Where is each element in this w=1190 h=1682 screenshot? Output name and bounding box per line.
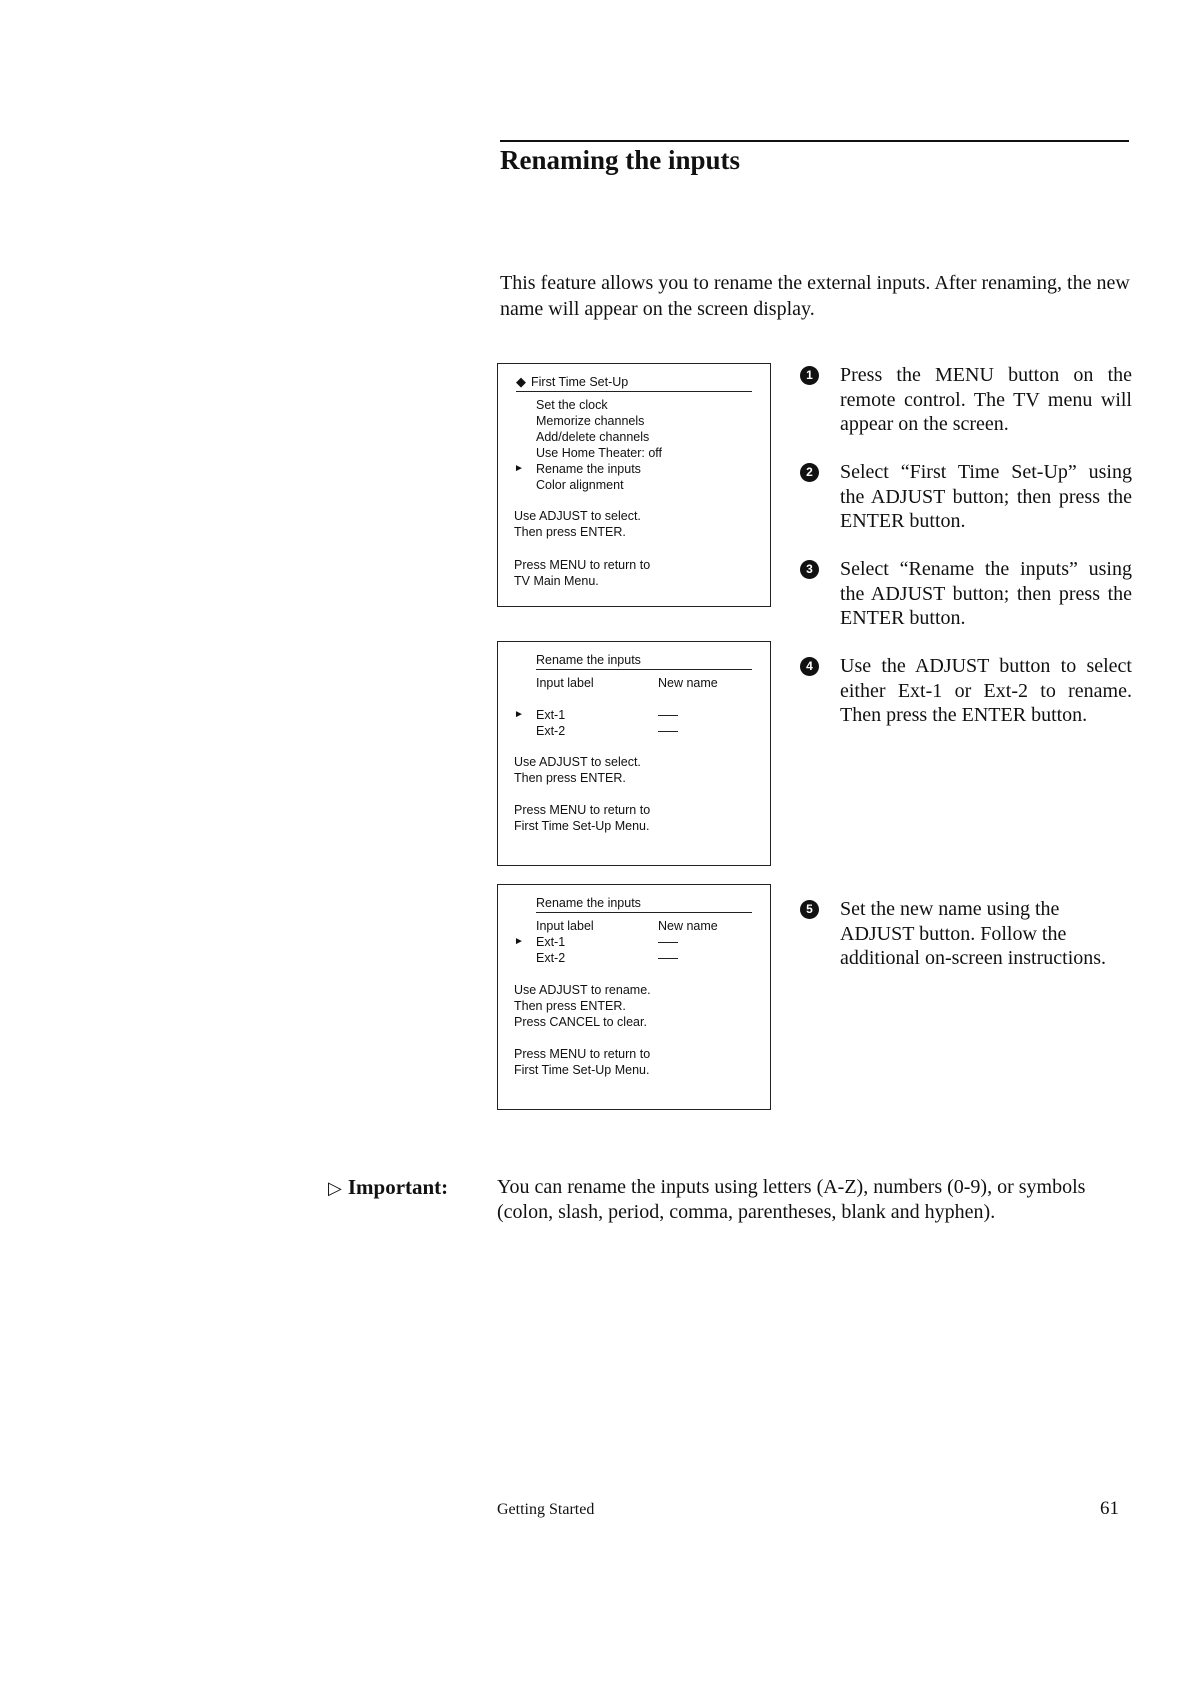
osd-column-headers: [536, 675, 752, 691]
step-text: Select “First Time Set-Up” using the ADJUST button; then press the ENTER button.: [840, 461, 1132, 532]
osd-rename-edit: [497, 884, 771, 1110]
step-number-icon: 2: [800, 463, 819, 482]
osd-menu-item: Memorize channels: [536, 414, 645, 428]
osd-instruction-line: First Time Set-Up Menu.: [514, 819, 650, 833]
input-label: Ext-2: [536, 951, 566, 965]
osd-header-label: First Time Set-Up: [531, 375, 629, 389]
input-label: Ext-2: [536, 724, 566, 738]
osd-menu-item-label: Rename the inputs: [536, 462, 641, 476]
osd-instruction-line: Then press ENTER.: [514, 771, 626, 785]
section-rule: [500, 140, 1129, 142]
empty-name-dash: [658, 731, 678, 732]
col-new-name: New name: [658, 676, 718, 690]
pointer-arrow-icon: ►: [514, 709, 524, 720]
footer-section: Getting Started: [497, 1501, 595, 1518]
osd-input-list: [514, 934, 752, 966]
step-text: Use the ADJUST button to select either Ext-1 or Ext-2 to rename. Then press the ENTER button.: [840, 655, 1132, 726]
step-text: Press the MENU button on the remote control. The TV menu will appear on the screen.: [840, 364, 1132, 435]
important-label: [328, 1175, 448, 1200]
osd-instruction-line: TV Main Menu.: [514, 574, 599, 588]
step-number-icon: 1: [800, 366, 819, 385]
input-label: Ext-1: [536, 935, 566, 949]
important-label-text: Important:: [347, 1175, 449, 1199]
empty-name-dash: [658, 942, 678, 943]
step-4: [800, 654, 1132, 728]
osd-instruction-line: Then press ENTER.: [514, 999, 626, 1013]
osd-header: Rename the inputs: [536, 652, 752, 670]
osd-menu-list: [514, 397, 662, 493]
col-new-name: New name: [658, 919, 718, 933]
diamond-icon: ◆: [516, 374, 526, 389]
step-number-icon: 3: [800, 560, 819, 579]
step-5: [800, 897, 1132, 971]
osd-input-row-selected: [514, 934, 752, 950]
page-title: Renaming the inputs: [500, 145, 741, 175]
intro-paragraph: This feature allows you to rename the external inputs. After renaming, the new name will appear on the screen display.: [500, 272, 1130, 320]
osd-return-note: [514, 557, 650, 589]
osd-menu-item: Set the clock: [536, 398, 608, 412]
osd-input-row: [536, 723, 752, 739]
osd-first-time-setup: [497, 363, 771, 607]
osd-input-row: [536, 950, 752, 966]
step-number-icon: 4: [800, 657, 819, 676]
col-input-label: Input label: [536, 676, 594, 690]
osd-column-headers: [536, 918, 752, 934]
osd-menu-item: Add/delete channels: [536, 430, 650, 444]
osd-input-row-selected: [514, 707, 752, 723]
important-text: You can rename the inputs using letters (A-Z), numbers (0-9), or symbols (colon, slash, period, comma, parentheses, blank and hyphen).: [497, 1176, 1086, 1223]
osd-instruction-line: Use ADJUST to rename.: [514, 983, 651, 997]
step-number-icon: 5: [800, 900, 819, 919]
triangle-right-icon: ▷: [328, 1178, 342, 1198]
osd-return-note: [514, 1046, 650, 1078]
osd-instruction-line: First Time Set-Up Menu.: [514, 1063, 650, 1077]
osd-return-note: [514, 802, 650, 834]
osd-header: [516, 374, 752, 392]
osd-instruction-line: Press MENU to return to: [514, 558, 651, 572]
osd-instruction: [514, 982, 651, 1030]
page-number: 61: [1100, 1498, 1119, 1519]
step-2: [800, 460, 1132, 534]
empty-name-dash: [658, 715, 678, 716]
osd-instruction: [514, 508, 641, 540]
input-label: Ext-1: [536, 708, 566, 722]
step-text: Set the new name using the ADJUST button. Follow the additional on-screen instructions.: [840, 898, 1107, 969]
step-1: [800, 363, 1132, 437]
pointer-arrow-icon: ►: [514, 463, 524, 474]
osd-instruction: [514, 754, 641, 786]
osd-instruction-line: Press CANCEL to clear.: [514, 1015, 647, 1029]
osd-menu-item: Use Home Theater: off: [536, 446, 662, 460]
osd-menu-item-selected: [514, 461, 662, 477]
step-text: Select “Rename the inputs” using the ADJUST button; then press the ENTER button.: [840, 558, 1132, 629]
pointer-arrow-icon: ►: [514, 936, 524, 947]
osd-instruction-line: Then press ENTER.: [514, 525, 626, 539]
osd-input-list: [514, 707, 752, 739]
col-input-label: Input label: [536, 919, 594, 933]
osd-rename-select: [497, 641, 771, 866]
osd-instruction-line: Use ADJUST to select.: [514, 755, 641, 769]
osd-instruction-line: Use ADJUST to select.: [514, 509, 641, 523]
step-3: [800, 557, 1132, 631]
osd-instruction-line: Press MENU to return to: [514, 1047, 651, 1061]
osd-menu-item: Color alignment: [536, 478, 624, 492]
empty-name-dash: [658, 958, 678, 959]
osd-instruction-line: Press MENU to return to: [514, 803, 651, 817]
osd-header: Rename the inputs: [536, 895, 752, 913]
